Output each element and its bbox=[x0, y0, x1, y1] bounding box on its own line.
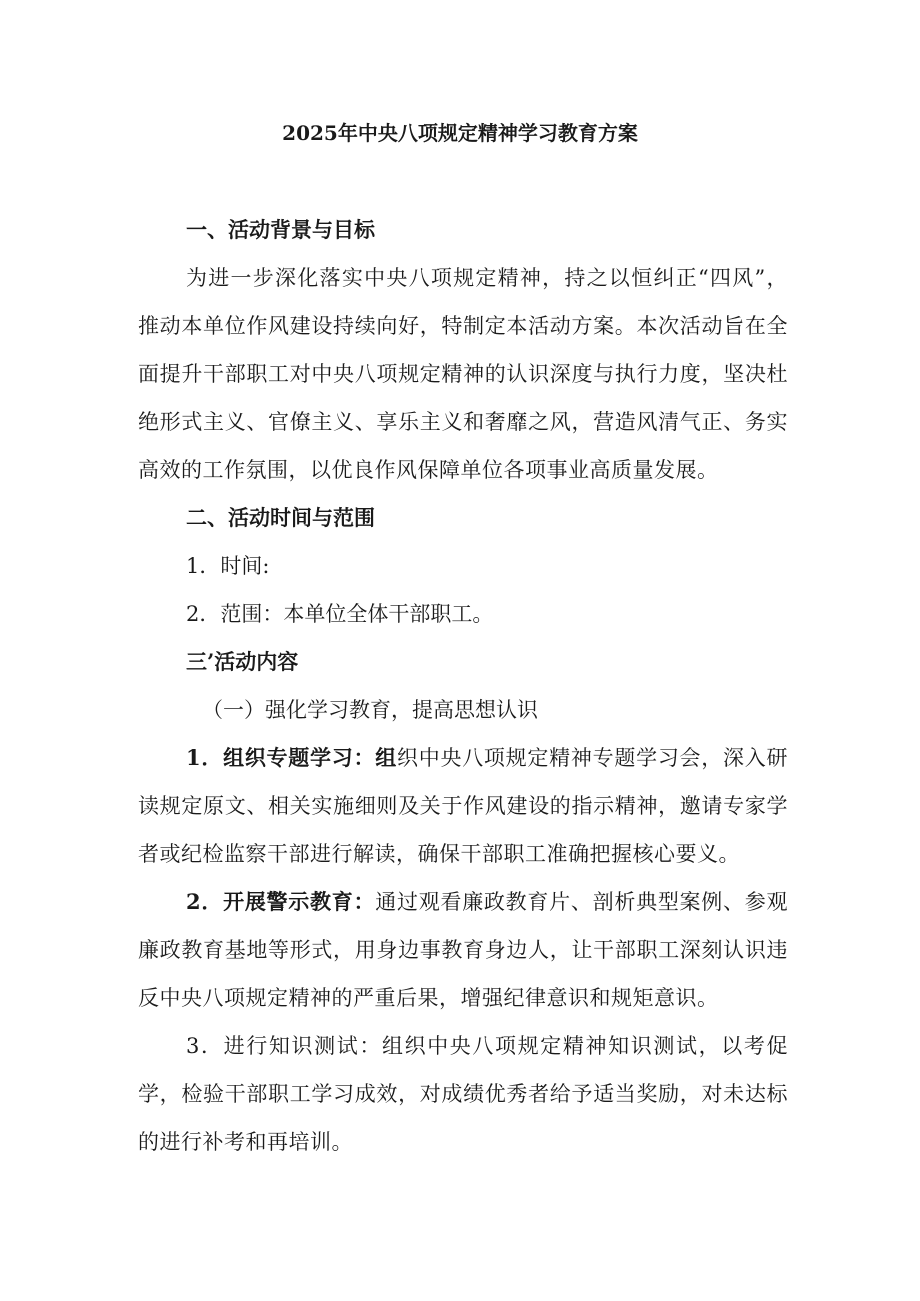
document-body bbox=[138, 206, 788, 1166]
content-item-study-text: 织中央八项规定精神专题学习会，深入研读规定原文、相关实施细则及关于作风建设的指示精神，邀请专家学者或纪检监察干部进行解读，确保干部职工准确把握核心要义。 bbox=[138, 746, 788, 866]
section-heading-background: 一、活动背景与目标 bbox=[186, 217, 375, 242]
time-item: 1．时间: bbox=[186, 554, 270, 578]
content-item-warning bbox=[138, 878, 788, 1022]
section-heading-content: 三’活动内容 bbox=[186, 649, 299, 674]
content-item-study bbox=[138, 734, 788, 878]
content-item-test: 3．进行知识测试：组织中央八项规定精神知识测试，以考促学，检验干部职工学习成效，对成绩优秀者给予适当奖励，对未达标的进行补考和再培训。 bbox=[138, 1034, 788, 1154]
subsection-heading-study: （一）强化学习教育，提高思想认识 bbox=[202, 698, 538, 722]
content-item-warning-label: 2．开展警示教育： bbox=[186, 889, 376, 914]
document-title: 2025年中央八项规定精神学习教育方案 bbox=[282, 121, 638, 145]
content-item-study-label: 1．组织专题学习：组 bbox=[186, 745, 397, 770]
section-heading-time-scope: 二、活动时间与范围 bbox=[186, 505, 375, 530]
background-paragraph: 为进一步深化落实中央八项规定精神，持之以恒纠正“四风”，推动本单位作风建设持续向好，特制定本活动方案。本次活动旨在全面提升干部职工对中央八项规定精神的认识深度与执行力度，坚决杜绝形式主义、官僚主义、享乐主义和奢靡之风，营造风清气正、务实高效的工作氛围，以优良作风保障单位各项事业高质量发展。 bbox=[138, 266, 788, 482]
content-item-warning-text: 通过观看廉政教育片、剖析典型案例、参观廉政教育基地等形式，用身边事教育身边人，让干部职工深刻认识违反中央八项规定精神的严重后果，增强纪律意识和规矩意识。 bbox=[138, 890, 788, 1010]
scope-item: 2．范围：本单位全体干部职工。 bbox=[186, 602, 494, 626]
